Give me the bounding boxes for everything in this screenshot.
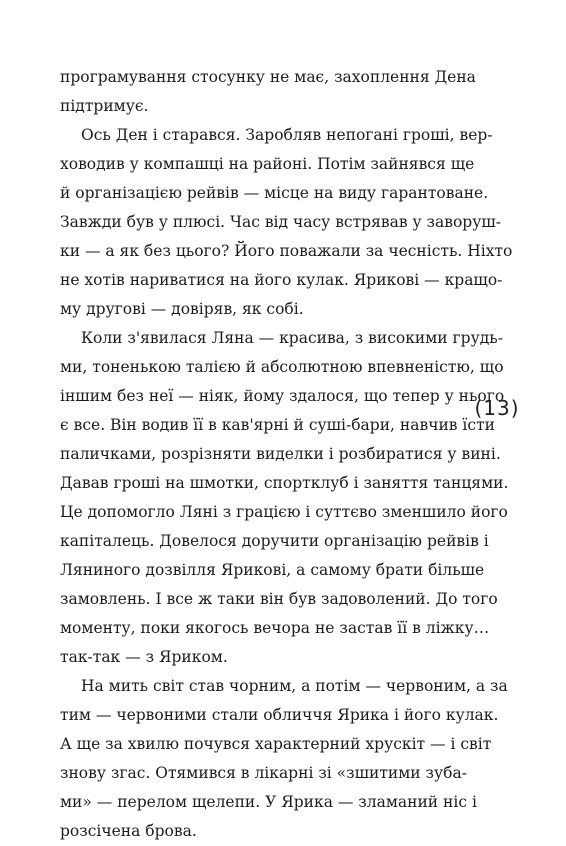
text-line: так-так — з Яриком. [60, 648, 228, 666]
text-line: капіталець. Довелося доручити організацію рейвів і [60, 532, 489, 550]
text-line: паличками, розрізняти виделки і розбиратися у вині. [60, 445, 501, 463]
text-line: тим — червоними стали обличчя Ярика і його кулак. [60, 706, 499, 724]
text-line: й організацією рейвів — місце на виду гарантоване. [60, 184, 489, 202]
text-line: Завжди був у плюсі. Час від часу встрявав у заворуш- [60, 213, 501, 231]
text-line: замовлень. І все ж таки він був задоволений. До того [60, 590, 498, 608]
text-line: Коли з'явилася Ляна — красива, з високими грудь- [81, 329, 503, 347]
text-line: Ось Ден і старався. Заробляв непогані гроші, вер- [81, 126, 493, 144]
text-line: підтримує. [60, 97, 149, 115]
text-line: не хотів нариватися на його кулак. Ярикові — кращо- [60, 271, 503, 289]
text-line: ми» — перелом щелепи. У Ярика — зламаний ніс і [60, 793, 477, 811]
paragraph-4 [60, 672, 508, 846]
paragraph-2 [60, 121, 513, 324]
text-line: ховодив у компашці на районі. Потім зайнявся ще [60, 155, 475, 173]
text-line: Ляниного дозвілля Ярикові, а самому брати більше [60, 561, 485, 579]
text-line: Це допомогло Ляні з грацією і суттєво зменшило його [60, 503, 508, 521]
text-line: розсічена брова. [60, 822, 197, 840]
text-line: А ще за хвилю почувся характерний хрускіт — і світ [60, 735, 492, 753]
paragraph-1 [60, 63, 476, 121]
text-line: ми, тоненькою талією й абсолютною впевненістю, що [60, 358, 504, 376]
text-line: му другові — довіряв, як собі. [60, 300, 304, 318]
text-line: На мить світ став чорним, а потім — червоним, а за [81, 677, 508, 695]
text-line: Давав гроші на шмотки, спортклуб і заняття танцями. [60, 474, 509, 492]
page-number: (13) [474, 396, 520, 420]
text-line: програмування стосунку не має, захоплення Дена [60, 68, 476, 86]
text-line: є все. Він водив її в кав'ярні й суші-бари, навчив їсти [60, 416, 495, 434]
text-line: моменту, поки якогось вечора не застав її в ліжку… [60, 619, 490, 637]
text-line: знову згас. Отямився в лікарні зі «зшитими зуба- [60, 764, 467, 782]
text-line: іншим без неї — ніяк, йому здалося, що тепер у нього [60, 387, 505, 405]
text-line: ки — а як без цього? Його поважали за чесність. Ніхто [60, 242, 513, 260]
